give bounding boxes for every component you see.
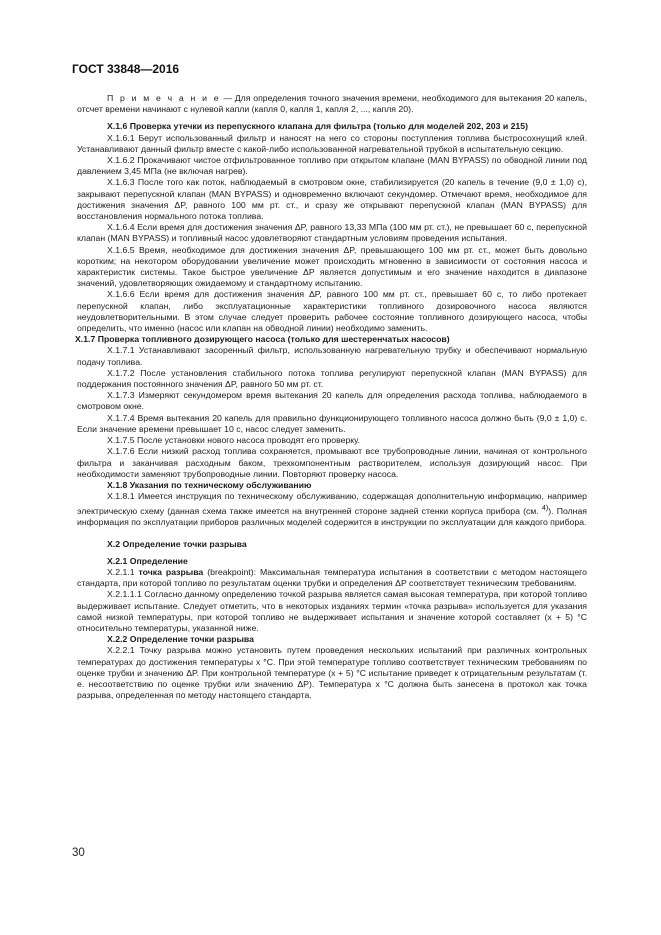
paragraph-x172: X.1.7.2 После установления стабильного потока топлива регулируют перепускной клапан (MAN BYPASS) для поддержания постоянного значения ΔP, равного 50 мм рт. ст. — [77, 367, 587, 390]
paragraph-x181-start: X.1.8.1 Имеется инструкция по техническому обслуживанию, содержащая дополнительную информацию, например электрическую схему (данная схема также имеется на внутренней стороне задней стенки корпуса прибора (см. — [77, 491, 587, 517]
page-number: 30 — [72, 847, 85, 859]
section-heading-x16: X.1.6 Проверка утечки из перепускного клапана для фильтра (только для моделей 202, 203 и 215) — [107, 121, 528, 132]
paragraph-x173: X.1.7.3 Измеряют секундомером время вытекания 20 капель для определения расхода топлива, наблюдаемого в смотровом окне. — [77, 390, 587, 412]
paragraph-x171: X.1.7.1 Устанавливают засоренный фильтр, использованную нагревательную трубку и обеспечивают нормальную подачу топлива. — [77, 345, 587, 367]
paragraph-x162: X.1.6.2 Прокачивают чистое отфильтрованное топливо при открытом клапане (MAN BYPASS) по обводной линии под давлением 3,45 МПа (не включая нагрев). — [77, 155, 587, 177]
section-heading-x2: X.2 Определение точки разрыва — [107, 538, 247, 549]
section-heading-x18: X.1.8 Указания по техническому обслуживанию — [107, 479, 312, 490]
paragraph-x2111: X.2.1.1.1 Согласно данному определению точкой разрыва является самая высокая температура, при которой топливо выдерживает испытание. Следует отметить, что в некоторых изданиях термин «точка разрыва» используется для указания самой низкой температуры, при которой топливо не выдерживает испытания и значение которой составляет (x + 5) °С относительно температуры, указанной ниже. — [77, 589, 587, 634]
paragraph-x181-end: ). Полная информация по эксплуатации приборов различных моделей содержится в инструкции по эксплуатации для каждого прибора. — [77, 506, 587, 528]
paragraph-x165: X.1.6.5 Время, необходимое для достижения значения ΔP, превышающего 100 мм рт. ст., может быть довольно коротким; на некотором оборудовании увеличение может происходить мгновенно в зависимости от состояния насоса и характеристик системы. Такое быстрое увеличение ΔP является допустимым и его значение находится в диапазоне значений, удовлетворяющих ожидаемому и стандартному испытанию. — [77, 244, 587, 289]
paragraph-x211-number: X.2.1.1 — [107, 567, 139, 578]
note-paragraph — [77, 93, 587, 115]
note-text: — Для определения точного значения времени, необходимого для вытекания 20 капель, отсчет времени начинают с нулевой капли (капля 0, капля 1, капля 2, ..., капля 20). — [77, 93, 587, 115]
paragraph-x164: X.1.6.4 Если время для достижения значения ΔP, равного 13,33 МПа (100 мм рт. ст.), не превышает 60 с, перепускной клапан (MAN BYPASS) и топливный насос удовлетворяют стандартным условиям проведения испытания. — [77, 222, 587, 244]
footnote-reference: 4) — [541, 503, 549, 513]
paragraph-x174: X.1.7.4 Время вытекания 20 капель для правильно функционирующего топливного насоса должно быть (9,0 ± 1,0) с. Если значение времени превышает 10 с, насос следует заменить. — [77, 412, 587, 434]
paragraph-x176: X.1.7.6 Если низкий расход топлива сохраняется, промывают все трубопроводные линии, начиная от контрольного фильтра и заканчивая расходным баком, трехкомпонентным растворителем, используя дозирующий насос. При необходимости заменяют трубопроводные линии. Повторяют проверку насоса. — [77, 446, 587, 479]
paragraph-x163: X.1.6.3 После того как поток, наблюдаемый в смотровом окне, стабилизируется (20 капель в течение (9,0 ± 1,0) с), закрывают перепускной клапан (MAN BYPASS) и одновременно включают секундомер. Отмечают время, необходимое для достижения значения ΔP, равного 100 мм рт. ст., и сразу же открывают перепускной клапан (MAN BYPASS) для восстановления нормального потока топлива. — [77, 177, 587, 222]
subsection-heading-x21: X.2.1 Определение — [107, 555, 188, 566]
paragraph-x221: X.2.2.1 Точку разрыва можно установить путем проведения нескольких испытаний при различных контрольных температурах до достижения температуры x °С. При этой температуре топливо соответствует техническим требованиям по оценке трубки и значению ΔP. При контрольной температуре (x + 5) °С испытание приведет к отрицательным результатам (т. е. несоответствию по оценке трубки или значению ΔP). Температура x °С должна быть занесена в протокол как точка разрыва, определенная по методу настоящего стандарта. — [77, 645, 587, 701]
paragraph-x166: X.1.6.6 Если время для достижения значения ΔP, равного 100 мм рт. ст., превышает 60 с, то либо протекает перепускной клапан, либо эксплуатационные характеристики топливного дозировочного насоса являются неудовлетворительными. В этом случае следует проверить рабочее состояние топливного дозирующего насоса, чтобы определить, что именно (насос или клапан на обводной линии) необходимо заменить. — [77, 289, 587, 334]
term-breakpoint: точка разрыва — [138, 567, 204, 578]
paragraph-x175: X.1.7.5 После установки нового насоса проводят его проверку. — [107, 435, 361, 446]
section-heading-x17: X.1.7 Проверка топливного дозирующего насоса (только для шестеренчатых насосов) — [75, 334, 450, 345]
subsection-heading-x22: X.2.2 Определение точки разрыва — [107, 634, 254, 645]
paragraph-x161: X.1.6.1 Берут использованный фильтр и наносят на него со стороны поступления топлива быстросохнущий клей. Устанавливают данный фильтр вместе с какой-либо использованной нагревательной трубкой в испытательную секцию. — [77, 132, 587, 154]
standard-header: ГОСТ 33848—2016 — [72, 62, 180, 76]
note-label: П р и м е ч а н и е — [107, 93, 221, 103]
paragraph-x181 — [77, 491, 587, 529]
paragraph-x211 — [77, 567, 587, 589]
document-body — [77, 93, 587, 701]
paragraph-x211-definition: (breakpoint): Максимальная температура испытания в соответствии с методом настоящего стандарта, при которой топливо по результатам оценки трубки и определения ΔP соответствует техническим требованиям. — [77, 567, 587, 589]
